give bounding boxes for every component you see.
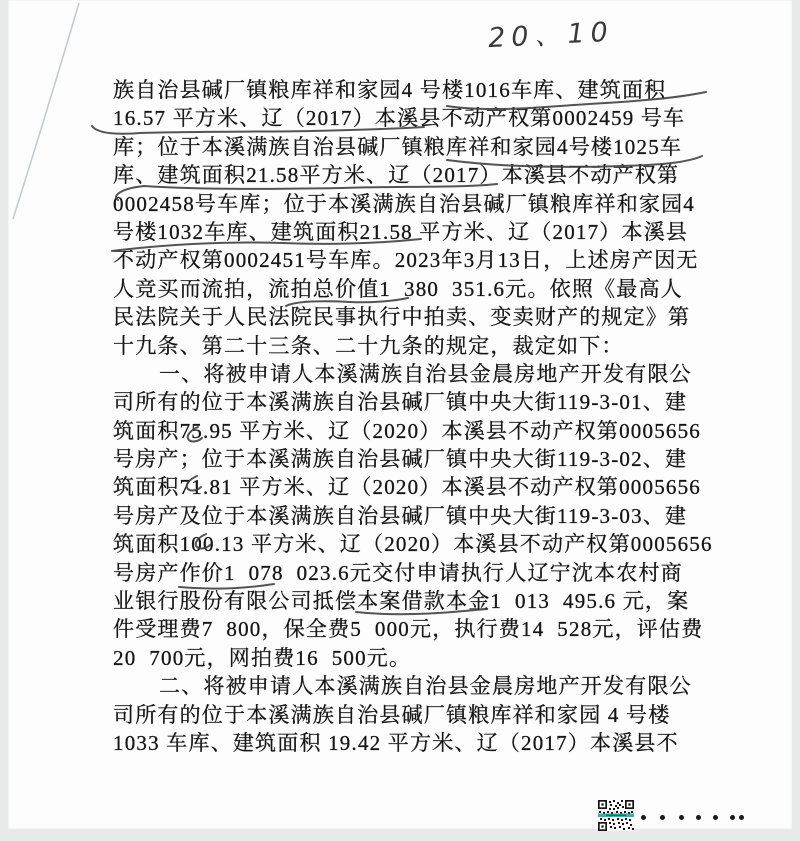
- dot: [696, 815, 701, 820]
- document-body: [113, 76, 713, 757]
- document-line: 件受理费7 800，保全费5 000元，执行费14 528元，评估费: [113, 617, 704, 642]
- document-line: 族自治县碱厂镇粮库祥和家园4 号楼1016车库、建筑面积: [113, 78, 667, 102]
- document-line: 筑面积71.81 平方米、辽（2020）本溪县不动产权第0005656: [113, 475, 701, 500]
- document-line: 0002458号车库；位于本溪满族自治县碱厂镇粮库祥和家园4: [113, 191, 695, 216]
- dot: [660, 815, 665, 820]
- document-line: 号房产；位于本溪满族自治县碱厂镇中央大街119-3-02、建: [113, 447, 688, 472]
- document-line: 司所有的位于本溪满族自治县碱厂镇粮库祥和家园 4 号楼: [113, 702, 671, 727]
- handwritten-annotation: 20、10: [487, 16, 615, 55]
- document-line: 库；位于本溪满族自治县碱厂镇粮库祥和家园4号楼1025车: [113, 134, 683, 159]
- document-line-paragraph-one: 一、将被申请人本溪满族自治县金晨房地产开发有限公: [159, 361, 692, 386]
- document-line: 1033 车库、建筑面积 19.42 平方米、辽（2017）本溪县不: [113, 730, 679, 755]
- dot: [679, 815, 684, 820]
- dot: [730, 815, 735, 820]
- document-line: 十九条、第二十三条、二十九条的规定，裁定如下：: [113, 333, 624, 358]
- qr-code-icon: [598, 800, 634, 831]
- document-line: 16.57 平方米、辽（2017）本溪县不动产权第0002459 号车: [113, 106, 686, 131]
- document-line: 筑面积100.13 平方米、辽（2020）本溪县不动产权第0005656: [113, 532, 713, 557]
- document-line: 20 700元，网拍费16 500元。: [113, 645, 412, 670]
- document-line: 民法院关于人民法院民事执行中拍卖、变卖财产的规定》第: [113, 305, 691, 330]
- document-line: 号房产作价1 078 023.6元交付申请执行人辽宁沈本农村商: [113, 560, 683, 585]
- document-line-paragraph-two: 二、将被申请人本溪满族自治县金晨房地产开发有限公: [159, 674, 692, 699]
- document-line: 筑面积75.95 平方米、辽（2020）本溪县不动产权第0005656: [113, 418, 701, 443]
- separator-dots: [641, 815, 751, 821]
- dot: [713, 815, 718, 820]
- document-line: 不动产权第0002451号车库。2023年3月13日，上述房产因无: [113, 248, 699, 273]
- document-line: 人竞买而流拍，流拍总价值1 380 351.6元。依照《最高人: [113, 276, 683, 301]
- document-line: 号楼1032车库、建筑面积21.58 平方米、辽（2017）本溪县: [113, 219, 689, 244]
- document-line: 业银行股份有限公司抵偿本案借款本金1 013 495.6 元，案: [113, 589, 690, 614]
- document-line: 号房产及位于本溪满族自治县碱厂镇中央大街119-3-03、建: [113, 503, 688, 528]
- dot: [641, 815, 646, 820]
- document-line: 库、建筑面积21.58平方米、辽（2017）本溪县不动产权第: [113, 163, 680, 188]
- dot: [739, 815, 744, 820]
- document-line: 司所有的位于本溪满族自治县碱厂镇中央大街119-3-01、建: [113, 390, 688, 415]
